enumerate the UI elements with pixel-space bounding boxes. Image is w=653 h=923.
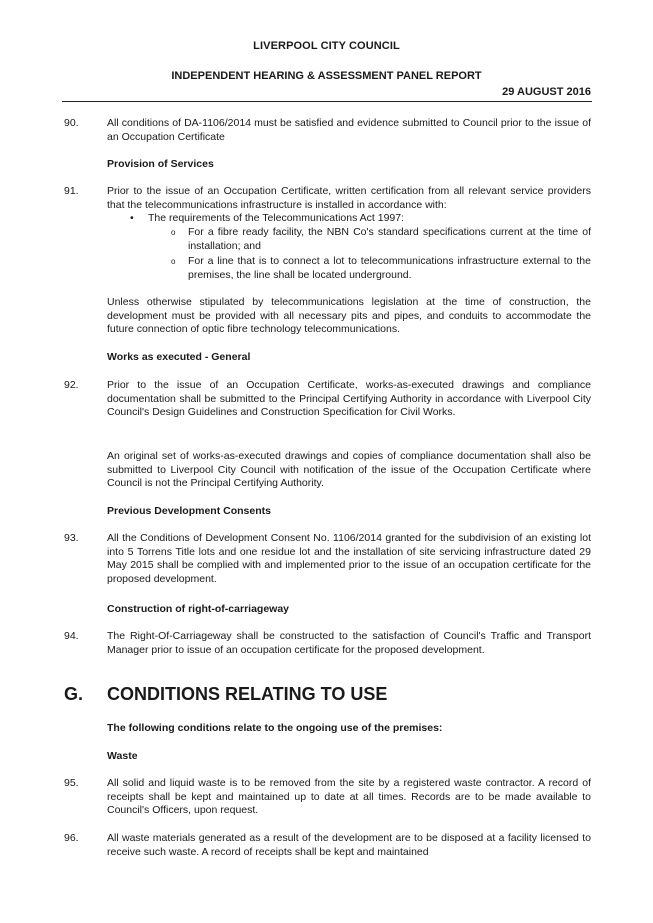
section-intro: The following conditions relate to the ongoing use of the premises: (107, 722, 443, 734)
condition-96-text: All waste materials generated as a result of the development are to be disposed at a facility licensed to receive such waste. A record of receipts shall be kept and maintained (107, 832, 591, 858)
sub-bullet-marker: o (171, 228, 176, 237)
condition-91-bullet: The requirements of the Telecommunications Act 1997: (148, 212, 405, 224)
condition-number-94: 94. (64, 630, 79, 642)
condition-number-91: 91. (64, 185, 79, 197)
condition-93-text: All the Conditions of Development Consent No. 1106/2014 granted for the subdivision of an existing lot into 5 Torrens Title lots and one residue lot and the installation of site servicing infrastructure dated 29 May 2015 shall be complied with and implemented prior to the issue of an occupation certificate for the proposed development. (107, 532, 591, 585)
condition-number-96: 96. (64, 832, 79, 844)
condition-91-text: Prior to the issue of an Occupation Certificate, written certification from all relevant service providers that the telecommunications infrastructure is installed in accordance with: (107, 185, 591, 211)
section-title: CONDITIONS RELATING TO USE (107, 684, 388, 704)
condition-94-text: The Right-Of-Carriageway shall be constructed to the satisfaction of Council's Traffic and Transport Manager prior to issue of an occupation certificate for the proposed development. (107, 630, 591, 656)
condition-92-note: An original set of works-as-executed drawings and copies of compliance documentation shall also be submitted to Liverpool City Council with notification of the issue of the Occupation Certificate where Council is not the Principal Certifying Authority. (107, 450, 591, 489)
condition-number-95: 95. (64, 777, 79, 789)
condition-number-93: 93. (64, 532, 79, 544)
condition-91-note: Unless otherwise stipulated by telecommunications legislation at the time of construction, the development must be provided with all necessary pits and pipes, and conduits to accommodate the future connection of optic fibre technology telecommunications. (107, 296, 591, 335)
council-name: LIVERPOOL CITY COUNCIL (253, 40, 400, 52)
condition-91-sub-item-2: For a line that is to connect a lot to telecommunications infrastructure external to the premises, the line shall be located underground. (188, 255, 591, 281)
header-rule (62, 101, 592, 102)
report-date: 29 AUGUST 2016 (502, 86, 591, 98)
report-title: INDEPENDENT HEARING & ASSESSMENT PANEL REPORT (171, 70, 482, 82)
heading-provision-of-services: Provision of Services (107, 158, 214, 170)
section-letter: G. (64, 684, 84, 704)
condition-92-text: Prior to the issue of an Occupation Certificate, works-as-executed drawings and compliance documentation shall be submitted to the Principal Certifying Authority in accordance with Liverpool City Council's Design Guidelines and Construction Specification for Civil Works. (107, 379, 591, 418)
condition-90-text: All conditions of DA-1106/2014 must be satisfied and evidence submitted to Council prior to the issue of an Occupation Certificate (107, 117, 591, 143)
sub-bullet-marker: o (171, 257, 176, 266)
condition-number-90: 90. (64, 117, 79, 129)
heading-previous-development-consents: Previous Development Consents (107, 505, 271, 517)
heading-right-of-carriageway: Construction of right-of-carriageway (107, 603, 290, 615)
bullet-marker: • (130, 212, 134, 224)
heading-waste: Waste (107, 750, 138, 762)
heading-works-as-executed: Works as executed - General (107, 351, 251, 363)
condition-95-text: All solid and liquid waste is to be removed from the site by a registered waste contractor. A record of receipts shall be kept and maintained up to date at all times. Records are to be made available to Council's Officers, upon request. (107, 777, 591, 816)
condition-91-sub-item-1: For a fibre ready facility, the NBN Co's standard specifications current at the time of installation; and (188, 226, 591, 252)
condition-number-92: 92. (64, 379, 79, 391)
